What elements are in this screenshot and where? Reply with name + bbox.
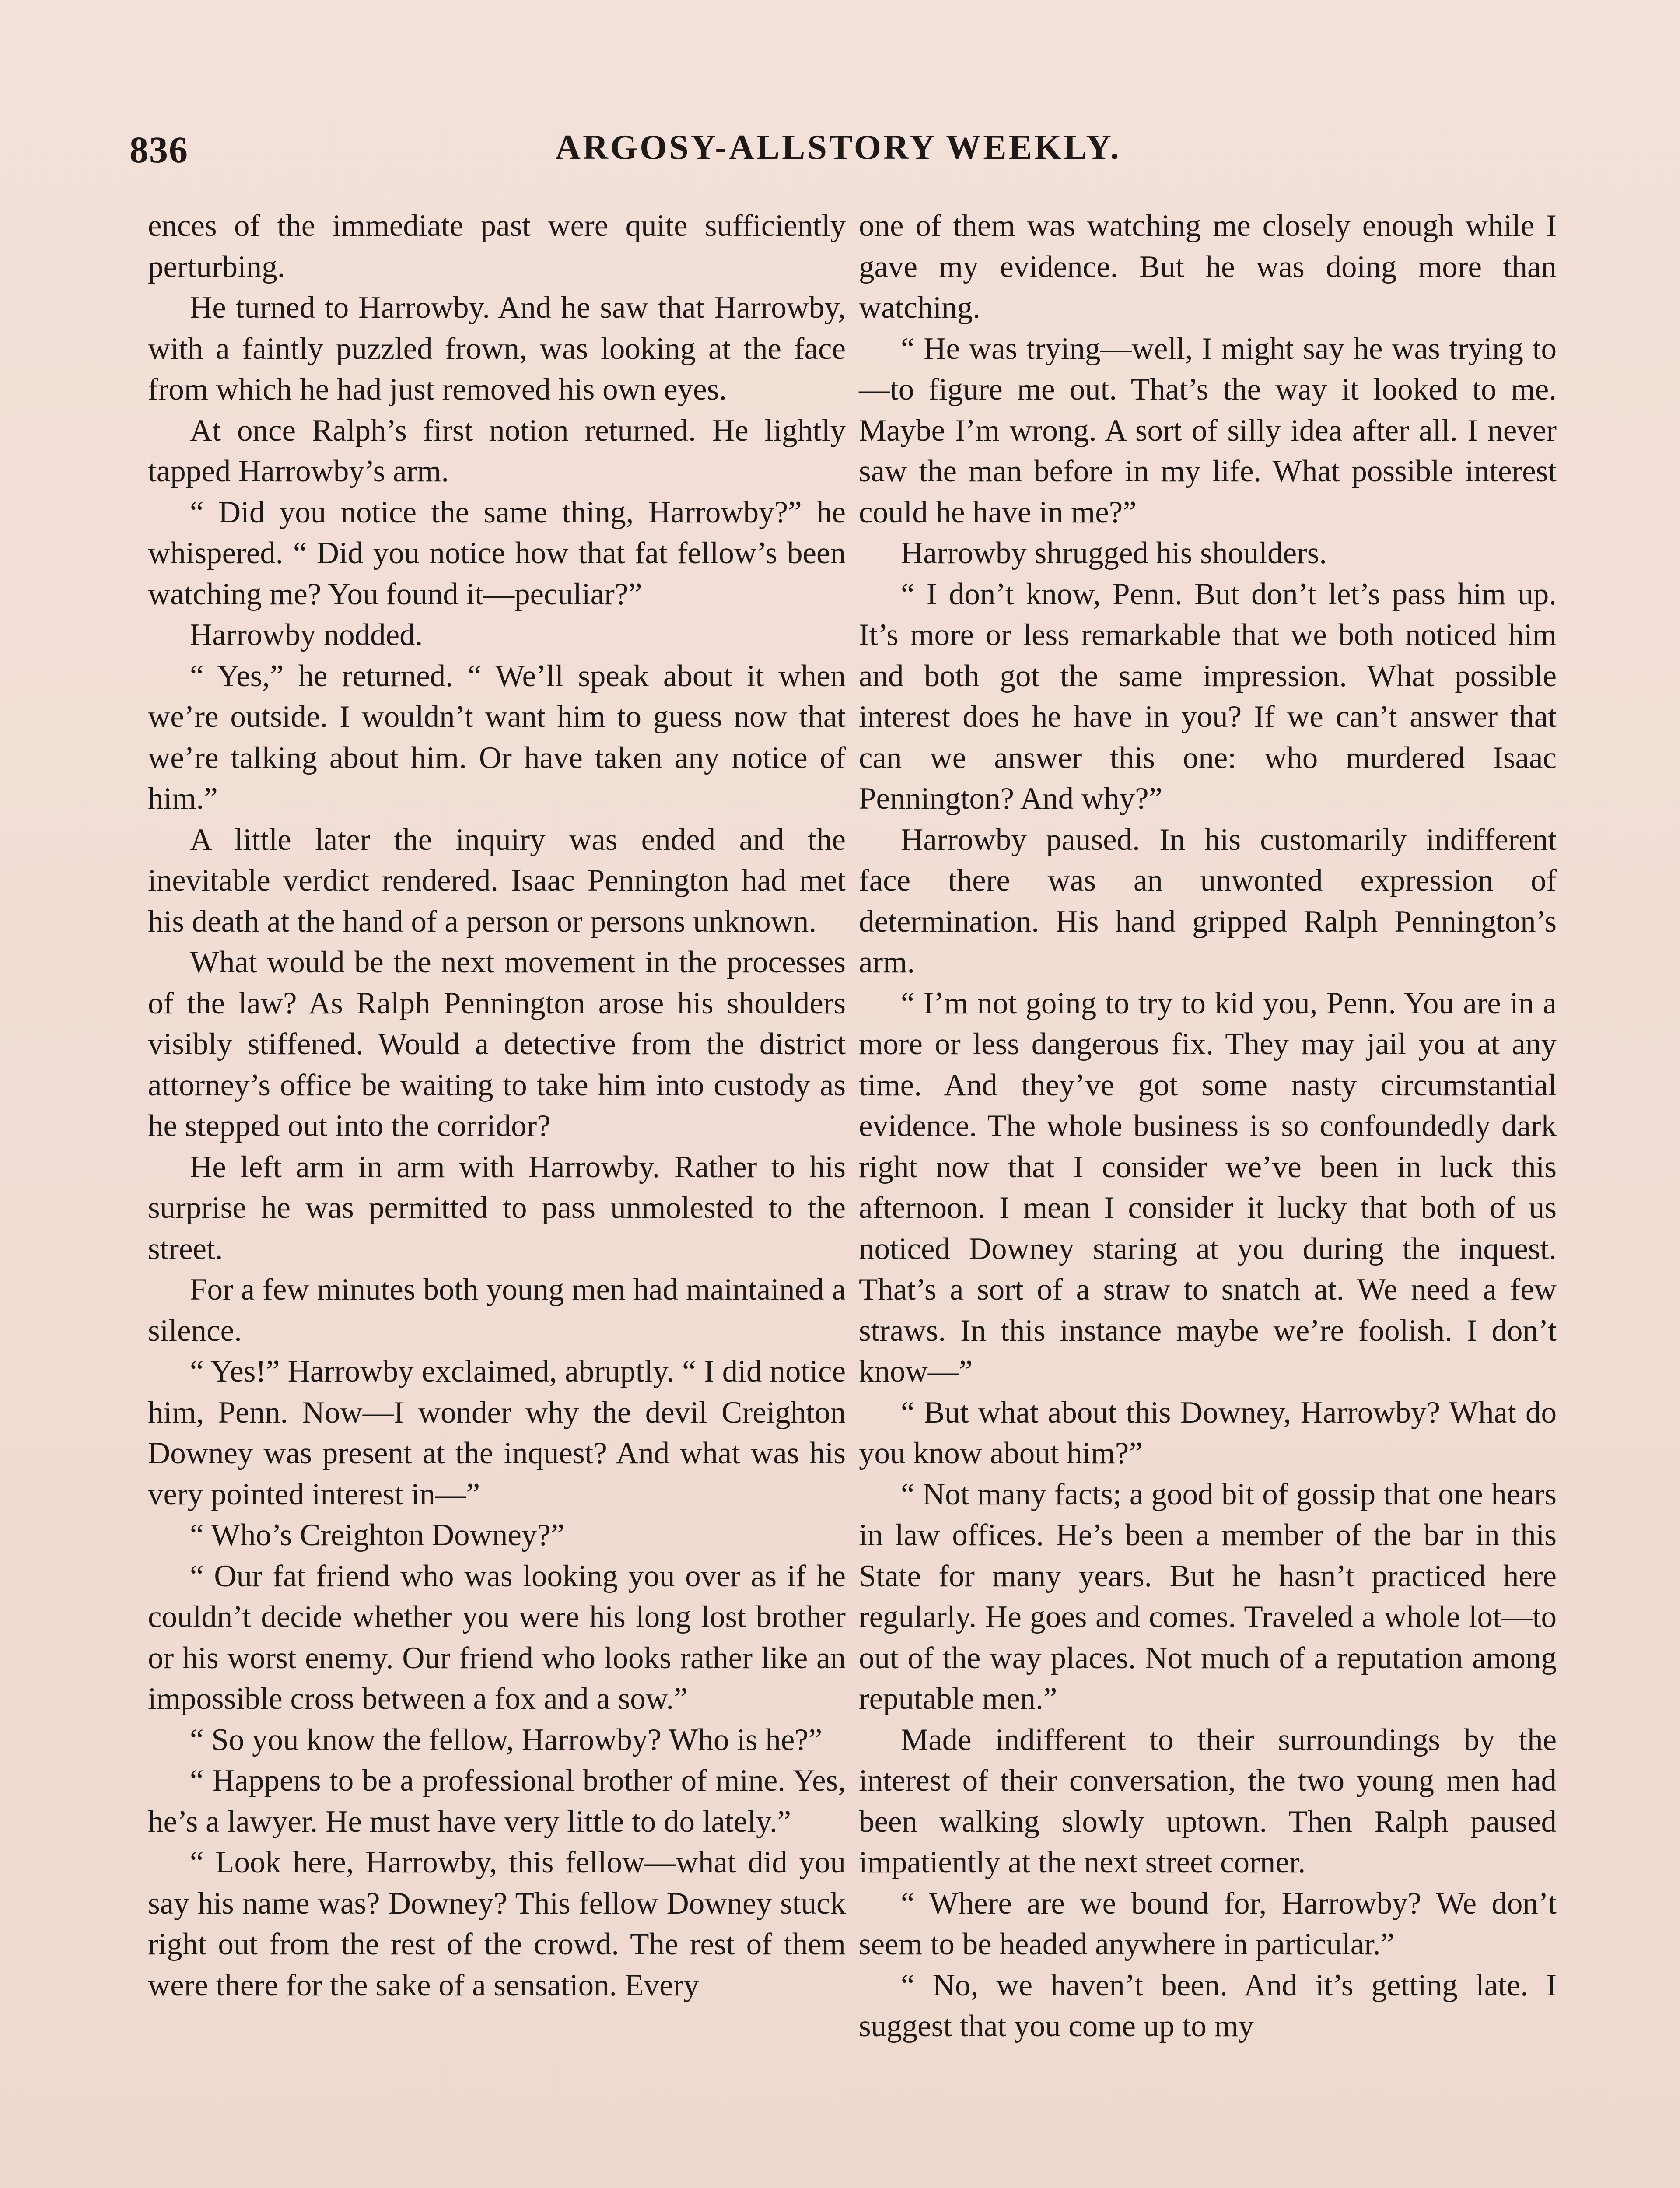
paragraph: He turned to Harrowby. And he saw that Harrowby, with a faintly puzzled frown, was looking at the face from which he had just removed his own eyes. — [148, 291, 846, 407]
paragraph: “ He was trying—well, I might say he was trying to—to figure me out. That’s the way it looked to me. Maybe I’m wrong. A sort of silly idea after all. I never saw the man before in my life. What possible interest could he have in me?” — [859, 331, 1557, 529]
paragraph: For a few minutes both young men had maintained a silence. — [148, 1273, 846, 1348]
paragraph: “ Our fat friend who was looking you over as if he couldn’t decide whether you were his long lost brother or his worst enemy. Our friend who looks rather like an impossible cross between a fox and a sow.” — [148, 1559, 846, 1716]
paragraph: At once Ralph’s first notion returned. He lightly tapped Harrowby’s arm. — [148, 413, 846, 488]
page-header — [130, 128, 1547, 180]
paragraph: He left arm in arm with Harrowby. Rather to his surprise he was permitted to pass unmolested to the street. — [148, 1150, 846, 1266]
paragraph: “ I don’t know, Penn. But don’t let’s pass him up. It’s more or less remarkable that we both noticed him and both got the same impression. What possible interest does he have in you? If we can’t answer that can we answer this one: who murdered Isaac Pennington? And why?” — [859, 577, 1557, 816]
left-column — [148, 206, 846, 2006]
paragraph: “ No, we haven’t been. And it’s getting late. I suggest that you come up to my — [859, 1968, 1557, 2043]
paragraph: “ Happens to be a professional brother of mine. Yes, he’s a lawyer. He must have very little to do lately.” — [148, 1764, 846, 1839]
paragraph: Harrowby shrugged his shoulders. — [901, 536, 1327, 570]
paragraph: What would be the next movement in the processes of the law? As Ralph Pennington arose his shoulders visibly stiffened. Would a detective from the district attorney’s office be waiting to take him into custody as he stepped out into the corridor? — [148, 945, 846, 1143]
paragraph: “ Where are we bound for, Harrowby? We don’t seem to be headed anywhere in particular.” — [859, 1886, 1557, 1961]
page-number: 836 — [130, 129, 189, 171]
paragraph: “ So you know the fellow, Harrowby? Who is he?” — [190, 1722, 822, 1757]
paragraph: “ But what about this Downey, Harrowby? What do you know about him?” — [859, 1395, 1557, 1470]
paragraph: “ Did you notice the same thing, Harrowby?” he whispered. “ Did you notice how that fat fellow’s been watching me? You found it—peculiar?” — [148, 495, 846, 611]
paragraph: Harrowby nodded. — [190, 618, 423, 652]
paragraph: “ Look here, Harrowby, this fellow—what did you say his name was? Downey? This fellow Downey stuck right out from the rest of the crowd. The rest of them were there for the sake of a sensation. Every — [148, 1845, 846, 2002]
paragraph: “ Who’s Creighton Downey?” — [190, 1518, 565, 1552]
paragraph: “ I’m not going to try to kid you, Penn. You are in a more or less dangerous fix. They may jail you at any time. And they’ve got some nasty circumstantial evidence. The whole business is so confoundedly dark right now that I consider we’ve been in luck this afternoon. I mean I consider it lucky that both of us noticed Downey staring at you during the inquest. That’s a sort of a straw to snatch at. We need a few straws. In this instance maybe we’re foolish. I don’t know—” — [859, 986, 1557, 1389]
paragraph: one of them was watching me closely enough while I gave my evidence. But he was doing more than watching. — [859, 209, 1557, 325]
paragraph: Harrowby paused. In his customarily indifferent face there was an unwonted expression of determination. His hand gripped Ralph Pennington’s arm. — [859, 822, 1557, 979]
paragraph: “ Yes,” he returned. “ We’ll speak about it when we’re outside. I wouldn’t want him to guess now that we’re talking about him. Or have taken any notice of him.” — [148, 659, 846, 816]
right-column — [859, 206, 1557, 2047]
paragraph: “ Not many facts; a good bit of gossip that one hears in law offices. He’s been a member of the bar in this State for many years. But he hasn’t practiced here regularly. He goes and comes. Traveled a whole lot—to out of the way places. Not much of a reputation among reputable men.” — [859, 1477, 1557, 1716]
paragraph: “ Yes!” Harrowby exclaimed, abruptly. “ I did notice him, Penn. Now—I wonder why the devil Creighton Downey was present at the inquest? And what was his very pointed interest in—” — [148, 1354, 846, 1511]
paragraph: Made indifferent to their surroundings by the interest of their conversation, the two young men had been walking slowly uptown. Then Ralph paused impatiently at the next street corner. — [859, 1722, 1557, 1879]
paragraph: ences of the immediate past were quite sufficiently perturbing. — [148, 209, 846, 284]
running-head: ARGOSY-ALLSTORY WEEKLY. — [555, 128, 1121, 167]
paragraph: A little later the inquiry was ended and the inevitable verdict rendered. Isaac Pennington had met his death at the hand of a person or persons unknown. — [148, 822, 846, 939]
